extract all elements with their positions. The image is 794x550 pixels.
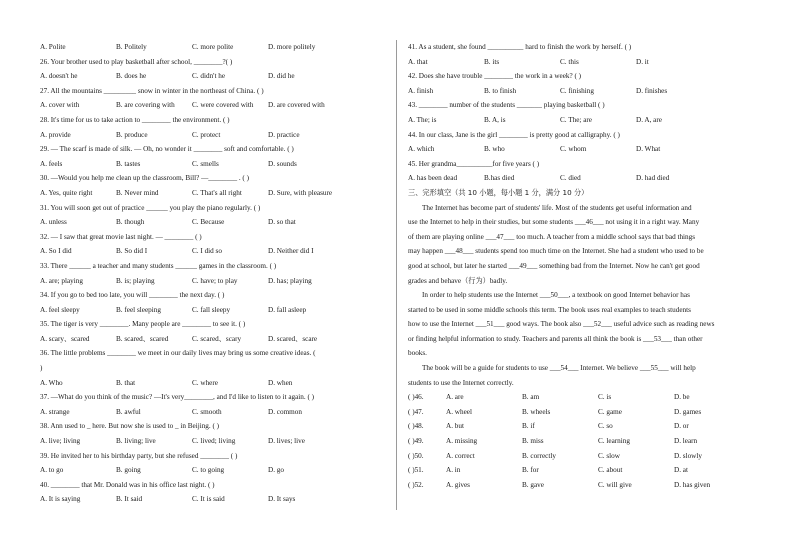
answer-choice: C. to going <box>192 466 225 475</box>
question-stem: 28. It's time for us to take action to ________ the environment. ( ) <box>40 115 230 124</box>
passage-line: grades and behave（行为）badly. <box>408 276 508 285</box>
passage-line: how to use the Internet ___51___ good ways. The book also ___52___ useful advice such as reading news <box>408 320 715 329</box>
question-stem: 43. ________ number of the students _______ playing basketball ( ) <box>408 101 605 110</box>
answer-choice: C. protect <box>192 130 221 139</box>
answer-choices <box>40 40 378 55</box>
answer-choice: A. has been dead <box>408 174 458 183</box>
answer-choice: D. more politely <box>268 43 316 51</box>
answer-choices <box>40 98 378 113</box>
answer-choices <box>40 376 378 391</box>
question-number: ( )51. <box>408 466 424 475</box>
answer-choice: A. The; is <box>408 115 437 124</box>
answer-choice: B. that <box>116 378 136 387</box>
answer-choices <box>40 128 378 143</box>
answer-choice: D. scared、scare <box>268 334 318 343</box>
answer-choice: B. scared、scared <box>116 334 169 343</box>
cloze-option-row <box>408 449 758 464</box>
answer-choice: A. feel sleepy <box>40 305 80 314</box>
question-stem: 27. All the mountains _________ snow in winter in the northeast of China. ( ) <box>40 86 264 95</box>
answer-choice: B. who <box>484 145 505 154</box>
answer-choice: D. it <box>636 57 649 66</box>
answer-choice: C. more polite <box>192 43 234 51</box>
answer-choice: C. died <box>560 174 581 183</box>
question-number: ( )46. <box>408 393 424 402</box>
answer-choice: C. whom <box>560 145 587 154</box>
answer-choices <box>40 303 378 318</box>
answer-choices <box>40 463 378 478</box>
right-column <box>408 40 758 492</box>
answer-choice: C. Because <box>192 218 225 227</box>
answer-choice: A. finish <box>408 86 434 95</box>
question-stem: ) <box>40 364 43 373</box>
answer-choice: B. its <box>484 57 500 66</box>
question-stem: 44. In our class, Jane is the girl ________ is pretty good at calligraphy. ( ) <box>408 130 620 139</box>
answer-choice: D. lives; live <box>268 437 305 446</box>
answer-choice: C. will give <box>598 480 632 489</box>
answer-choice: A. unless <box>40 218 67 227</box>
answer-choice: A. in <box>446 466 461 475</box>
answer-choice: A. Yes, quite right <box>40 188 93 197</box>
answer-choice: B. Never mind <box>116 188 159 197</box>
question-number: ( )52. <box>408 480 424 489</box>
answer-choice: A. It is saying <box>40 495 81 504</box>
answer-choices <box>40 157 378 172</box>
answer-choices <box>40 215 378 230</box>
answer-choices <box>408 55 758 70</box>
question-stem: 41. As a student, she found __________ hard to finish the work by herself. ( ) <box>408 43 632 51</box>
answer-choice: B. feel sleeping <box>116 305 161 314</box>
answer-choices <box>40 405 378 420</box>
answer-choices <box>408 84 758 99</box>
answer-choice: C. about <box>598 466 623 475</box>
answer-choice: C. didn't he <box>192 72 226 81</box>
answer-choice: A. are <box>446 393 464 402</box>
answer-choice: C. slow <box>598 451 620 460</box>
question-number: ( )49. <box>408 437 424 446</box>
question-stem: 38. Ann used to _ here. But now she is used to _ in Beijing. ( ) <box>40 422 220 431</box>
answer-choice: C. fall sleepy <box>192 305 231 314</box>
passage-line: The Internet has become part of students' life. Most of the students get useful information and <box>422 203 692 212</box>
answer-choice: A. wheel <box>446 407 472 416</box>
answer-choice: D. slowly <box>674 451 702 460</box>
question-stem: 29. — The scarf is made of silk. — Oh, no wonder it ________ soft and comfortable. ( ) <box>40 145 294 154</box>
answer-choices <box>408 171 758 186</box>
answer-choices <box>40 434 378 449</box>
answer-choice: A. gives <box>446 480 470 489</box>
answer-choice: B. if <box>522 422 535 431</box>
answer-choice: B. awful <box>116 407 141 416</box>
answer-choice: A. doesn't he <box>40 72 78 81</box>
answer-choice: D. What <box>636 145 661 154</box>
answer-choice: B. Politely <box>116 43 147 51</box>
answer-choice: D. common <box>268 407 302 416</box>
answer-choice: B. am <box>522 393 540 402</box>
answer-choice: D. when <box>268 378 293 387</box>
answer-choices <box>40 332 378 347</box>
answer-choice: C. is <box>598 393 612 402</box>
answer-choice: C. have; to play <box>192 276 238 285</box>
passage-line: use the Internet to help in their studies, but some students ___46___ not using it in a right way. Many <box>408 218 700 227</box>
answer-choice: C. The; are <box>560 115 592 124</box>
answer-choice: B. wheels <box>522 407 551 416</box>
cloze-option-row <box>408 478 758 493</box>
answer-choices <box>40 492 378 507</box>
answer-choice: B. tastes <box>116 159 141 168</box>
answer-choice: C. game <box>598 407 622 416</box>
answer-choice: A. feels <box>40 159 63 168</box>
answer-choice: B. gave <box>522 480 544 489</box>
answer-choice: C. this <box>560 57 579 66</box>
answer-choice: A. strange <box>40 407 70 416</box>
answer-choice: B. miss <box>522 437 544 446</box>
answer-choices <box>40 244 378 259</box>
answer-choice: D. has given <box>674 480 711 489</box>
answer-choice: A. that <box>408 57 428 66</box>
answer-choice: A. provide <box>40 130 71 139</box>
answer-choice: D. finishes <box>636 86 668 95</box>
answer-choice: B. though <box>116 218 145 227</box>
answer-choice: A. which <box>408 145 435 154</box>
question-number: ( )48. <box>408 422 424 431</box>
answer-choices <box>40 274 378 289</box>
answer-choice: B. is; playing <box>116 276 155 285</box>
answer-choice: D. learn <box>674 437 698 446</box>
answer-choice: A. So I did <box>40 247 72 256</box>
answer-choice: B. going <box>116 466 141 475</box>
cloze-option-row <box>408 405 758 420</box>
question-number: ( )47. <box>408 407 424 416</box>
section-heading: 三、完形填空（共 10 小题，每小题 1 分，满分 10 分） <box>408 187 589 197</box>
answer-choice: D. or <box>674 422 689 431</box>
answer-choice: A. cover with <box>40 101 80 110</box>
cloze-answer-options <box>408 390 758 492</box>
question-stem: 32. — I saw that great movie last night. — ________ ( ) <box>40 232 202 241</box>
answer-choice: D. fall asleep <box>268 305 307 314</box>
answer-choice: A. to go <box>40 466 64 475</box>
question-stem: 31. You will soon get out of practice ______ you play the piano regularly. ( ) <box>40 203 261 212</box>
answer-choice: D. sounds <box>268 159 297 168</box>
cloze-passage <box>408 201 758 391</box>
answer-choice: B. for <box>522 466 539 475</box>
answer-choice: B. produce <box>116 130 148 139</box>
answer-choice: A. Who <box>40 378 63 387</box>
cloze-option-row <box>408 390 758 405</box>
answer-choice: B. are covering with <box>116 101 175 110</box>
answer-choice: C. lived; living <box>192 437 236 446</box>
answer-choice: A. are; playing <box>40 276 83 285</box>
answer-choice: A. correct <box>446 451 475 460</box>
answer-choice: D. has; playing <box>268 276 312 285</box>
answer-choice: D. Sure, with pleasure <box>268 188 333 197</box>
cloze-option-row <box>408 419 758 434</box>
passage-line: books. <box>408 349 427 358</box>
passage-line: good at school, but later he started ___49___ something bad from the Internet. Now he can't get good <box>408 261 700 270</box>
answer-choice: B. living; live <box>116 437 156 446</box>
answer-choices <box>40 69 378 84</box>
question-stem: 34. If you go to bed too late, you will ________ the next day. ( ) <box>40 291 225 300</box>
cloze-option-row <box>408 463 758 478</box>
question-stem: 33. There ______ a teacher and many students ______ games in the classroom. ( ) <box>40 261 277 270</box>
question-number: ( )50. <box>408 451 424 460</box>
answer-choice: C. smells <box>192 159 219 168</box>
answer-choice: D. games <box>674 407 702 416</box>
question-stem: 26. Your brother used to play basketball after school, ________?( ) <box>40 57 233 66</box>
question-stem: 42. Does she have trouble ________ the work in a week? ( ) <box>408 72 582 81</box>
passage-line: may happen ___48___ students spend too much time on the Internet. She had a student who used to be <box>408 247 704 256</box>
answer-choice: D. so that <box>268 218 296 227</box>
question-stem: 36. The little problems ________ we meet in our daily lives may bring us some creative ideas. ( <box>40 349 316 358</box>
answer-choice: B.has died <box>484 174 515 183</box>
passage-line: The book will be a guide for students to use ___54___ Internet. We believe ___55___ will help <box>422 364 696 373</box>
answer-choice: B. It said <box>116 495 143 504</box>
question-stem: 45. Her grandma__________for five years ( ) <box>408 159 540 168</box>
answer-choice: D. at <box>674 466 688 475</box>
question-stem: 30. —Would you help me clean up the classroom, Bill? —________ . ( ) <box>40 174 250 183</box>
answer-choice: C. I did so <box>192 247 222 256</box>
answer-choice: D. practice <box>268 130 300 139</box>
answer-choice: D. did he <box>268 72 295 81</box>
question-stem: 37. —What do you think of the music? —It's very________, and I'd like to listen to it again. ( ) <box>40 393 315 402</box>
answer-choice: C. where <box>192 378 218 387</box>
answer-choice: C. finishing <box>560 86 594 95</box>
answer-choice: C. so <box>598 422 613 431</box>
passage-line: of them are playing online ___47___ too much. A teacher from a middle school says that bad things <box>408 232 696 241</box>
answer-choice: A. but <box>446 422 464 431</box>
passage-line: or finding helpful information to study. Teachers and parents all think the book is ___53___ than other <box>408 334 703 343</box>
question-stem: 39. He invited her to his birthday party, but she refused ________ ( ) <box>40 451 238 460</box>
left-column <box>40 40 378 507</box>
answer-choice: D. Neither did I <box>268 247 314 256</box>
answer-choice: C. learning <box>598 437 630 446</box>
answer-choices <box>408 113 758 128</box>
question-stem: 40. ________ that Mr. Donald was in his office last night. ( ) <box>40 480 215 489</box>
answer-choice: C. It is said <box>192 495 225 504</box>
answer-choice: C. smooth <box>192 407 222 416</box>
answer-choice: A. live; living <box>40 437 81 446</box>
answer-choice: D. be <box>674 393 690 402</box>
answer-choice: B. does he <box>116 72 147 81</box>
question-stem: 35. The tiger is very ________. Many people are ________ to see it. ( ) <box>40 320 246 329</box>
answer-choices <box>408 142 758 157</box>
passage-line: students to use the Internet correctly. <box>408 378 514 387</box>
answer-choice: A. scary、scared <box>40 334 90 343</box>
answer-choice: D. go <box>268 466 284 475</box>
answer-choice: D. are covered with <box>268 101 325 110</box>
cloze-option-row <box>408 434 758 449</box>
answer-choice: D. It says <box>268 495 296 504</box>
answer-choice: A. missing <box>446 437 478 446</box>
answer-choice: C. were covered with <box>192 101 254 110</box>
answer-choice: B. A, is <box>484 115 506 124</box>
passage-line: In order to help students use the Internet ___50___, a textbook on good Internet behavior has <box>422 291 690 300</box>
answer-choice: B. to finish <box>484 86 517 95</box>
questions-41-45 <box>408 40 758 186</box>
answer-choice: C. That's all right <box>192 188 242 197</box>
answer-choices <box>40 186 378 201</box>
answer-choice: C. scared、scary <box>192 334 242 343</box>
answer-choice: D. A, are <box>636 115 662 124</box>
answer-choice: A. Polite <box>40 43 66 51</box>
column-divider <box>396 40 397 510</box>
answer-choice: B. So did I <box>116 247 148 256</box>
passage-line: started to be used in some middle schools this term. The book uses real examples to teach students <box>408 305 691 314</box>
answer-choice: B. correctly <box>522 451 556 460</box>
answer-choice: D. had died <box>636 174 670 183</box>
